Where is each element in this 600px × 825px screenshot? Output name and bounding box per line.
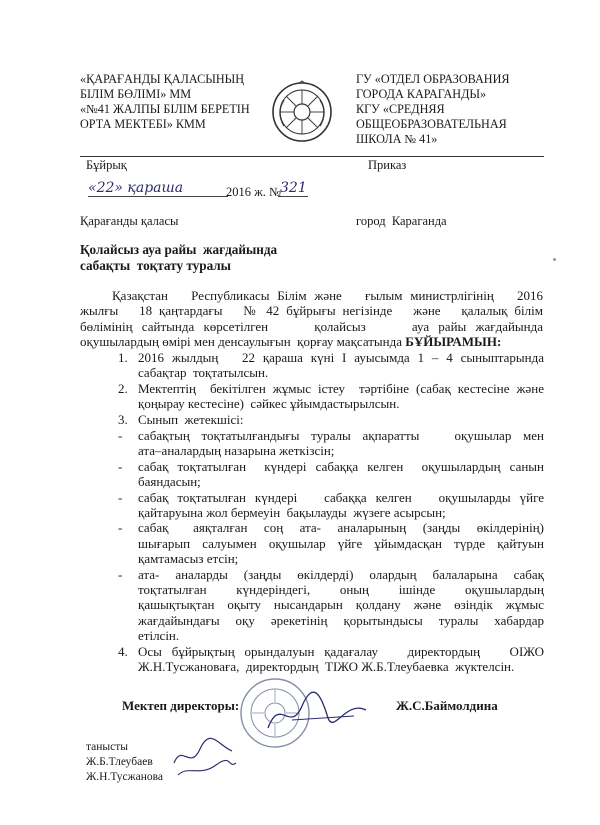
- list-item: [118, 428, 544, 459]
- dash-marker: -: [118, 458, 123, 474]
- preamble-line: Қазақстан Республикасы Білім және ғылым министрлігінің 2016: [112, 288, 543, 303]
- order-year: 2016 ж. №: [226, 185, 281, 199]
- subitem-line: жағдайындағы оқу әрекетінің қорытындысы туралы хабардар: [138, 612, 544, 628]
- header-right-line: КГУ «СРЕДНЯЯ: [356, 102, 445, 116]
- item-line: қоңырау кестесіне) сәйкес ұйымдастырылсын.: [138, 396, 400, 412]
- header-right-line: ШКОЛА № 41»: [356, 132, 438, 146]
- acquainted-signature-icon: [170, 735, 240, 780]
- subitem-line: етілсін.: [138, 628, 180, 644]
- director-signature-icon: [262, 690, 372, 740]
- subitem-line: қайтаруына жол бермеуін бақылауды жүзеге асырсын;: [138, 505, 446, 521]
- list-item: [118, 567, 544, 644]
- subitem-line: сабақтың тоқтатылғандығы туралы ақпаратты оқушылар мен: [138, 428, 544, 443]
- state-emblem-icon: [270, 80, 334, 144]
- list-item: [118, 350, 544, 381]
- list-item: [118, 644, 544, 675]
- list-item: [118, 459, 544, 490]
- header-right-line: ГУ «ОТДЕЛ ОБРАЗОВАНИЯ: [356, 72, 510, 86]
- item-number: 3.: [118, 411, 128, 427]
- decree-word: БҰЙЫРАМЫН:: [405, 334, 502, 350]
- subitem-line: шығарып салуымен оқушылар үйге ұйымдасқан түрде қайтуын: [138, 535, 544, 551]
- subitems-list: [118, 428, 544, 644]
- header-right: [356, 72, 510, 147]
- title-line: Қолайсыз ауа райы жағдайында: [80, 242, 278, 257]
- date-underline: [88, 196, 228, 197]
- header-divider: [80, 156, 544, 157]
- header-right-line: ГОРОДА КАРАГАНДЫ»: [356, 87, 487, 101]
- subitem-line: ата–аналардың назарына жеткізсін;: [138, 443, 335, 459]
- header-left: [80, 72, 250, 132]
- item-line: Осы бұйрықтың орындалуын қадағалау директордың ОІЖО: [138, 644, 544, 659]
- acquainted-label: танысты: [86, 741, 129, 753]
- item-number: 2.: [118, 380, 128, 396]
- preamble-line: оқушылардың өмірі мен денсаулығын қорғау мақсатында: [80, 334, 403, 350]
- subitem-line: сабақ аяқталған соң ата- аналарының (заңды өкілдерінің): [138, 520, 544, 536]
- director-title: Мектеп директоры:: [122, 698, 240, 713]
- subitem-line: баяндасын;: [138, 474, 201, 490]
- subitem-line: тоқтатылған күндеріндегі, оның ішінде оқушылардың: [138, 582, 544, 598]
- item-line: 2016 жылдың 22 қараша күні І ауысымда 1 – 4 сыныптарында: [138, 350, 544, 365]
- city-kz: Қарағанды қаласы: [80, 214, 179, 228]
- subitem-line: қашықтықтан оқыту нысандарын қолдану және өзіндік жұмыс: [138, 597, 544, 613]
- items-list: [118, 350, 544, 427]
- subitem-line: қамтамасыз етсін;: [138, 551, 239, 567]
- subitem-line: сабақ тоқтатылған күндері сабаққа келген оқушылардың санын: [138, 458, 544, 474]
- list-item: [118, 520, 544, 566]
- list-item: [118, 412, 544, 427]
- title-line: сабақты тоқтату туралы: [80, 258, 231, 273]
- item-line: Мектептің бекітілген жұмыс істеу тәртібіне (сабақ кестесіне және: [138, 380, 544, 396]
- acquainted-name: Ж.Б.Тлеубаев: [86, 756, 153, 768]
- preamble: [80, 288, 543, 350]
- header-left-line: БІЛІМ БӨЛІМІ» ММ: [80, 87, 192, 101]
- order-date-handwritten: «22» қараша: [88, 180, 184, 196]
- scan-dot: [553, 258, 556, 261]
- order-number-handwritten: 321: [280, 180, 307, 196]
- header-right-line: ОБЩЕОБРАЗОВАТЕЛЬНАЯ: [356, 117, 507, 131]
- order-label-ru: Приказ: [368, 158, 407, 172]
- item-line: сабақтар тоқтатылсын.: [138, 365, 269, 381]
- dash-marker: -: [118, 428, 123, 443]
- list-item: [118, 381, 544, 412]
- item-number: 4.: [118, 644, 128, 659]
- dash-marker: -: [118, 489, 123, 505]
- preamble-line: жылғы 18 қаңтардағы № 42 бұйрығы негізінде және қалалық білім: [80, 303, 543, 319]
- dash-marker: -: [118, 520, 123, 536]
- subitem-line: ата- аналарды (заңды өкілдерді) олардың балаларына сабақ: [138, 566, 544, 582]
- preamble-last-line: [80, 334, 543, 349]
- number-underline: [278, 196, 308, 197]
- header-left-line: «ҚАРАҒАНДЫ ҚАЛАСЫНЫҢ: [80, 72, 245, 86]
- header-left-line: ОРТА МЕКТЕБІ» КММ: [80, 117, 206, 131]
- acquainted-block: [86, 740, 163, 785]
- dash-marker: -: [118, 566, 123, 582]
- item-line: Ж.Н.Тусжановаға, директордың ТІЖО Ж.Б.Тлеубаевка жүктелсін.: [138, 659, 515, 675]
- item-number: 1.: [118, 350, 128, 365]
- director-name: Ж.С.Баймолдина: [396, 698, 498, 713]
- acquainted-name: Ж.Н.Тусжанова: [86, 771, 164, 783]
- order-label-kz: Бұйрық: [86, 158, 127, 172]
- list-item: [118, 490, 544, 521]
- preamble-line: бөлімінің сайтында көрсетілген қолайсыз ауа райы жағдайында: [80, 318, 543, 334]
- subitem-line: сабақ тоқтатылған күндері сабаққа келген оқушыларды үйге: [138, 489, 544, 505]
- header-left-line: «№41 ЖАЛПЫ БІЛІМ БЕРЕТІН: [80, 102, 250, 116]
- order-title: [80, 242, 277, 274]
- city-ru: город Караганда: [356, 214, 447, 228]
- item-line: Сынып жетекшісі:: [138, 411, 244, 427]
